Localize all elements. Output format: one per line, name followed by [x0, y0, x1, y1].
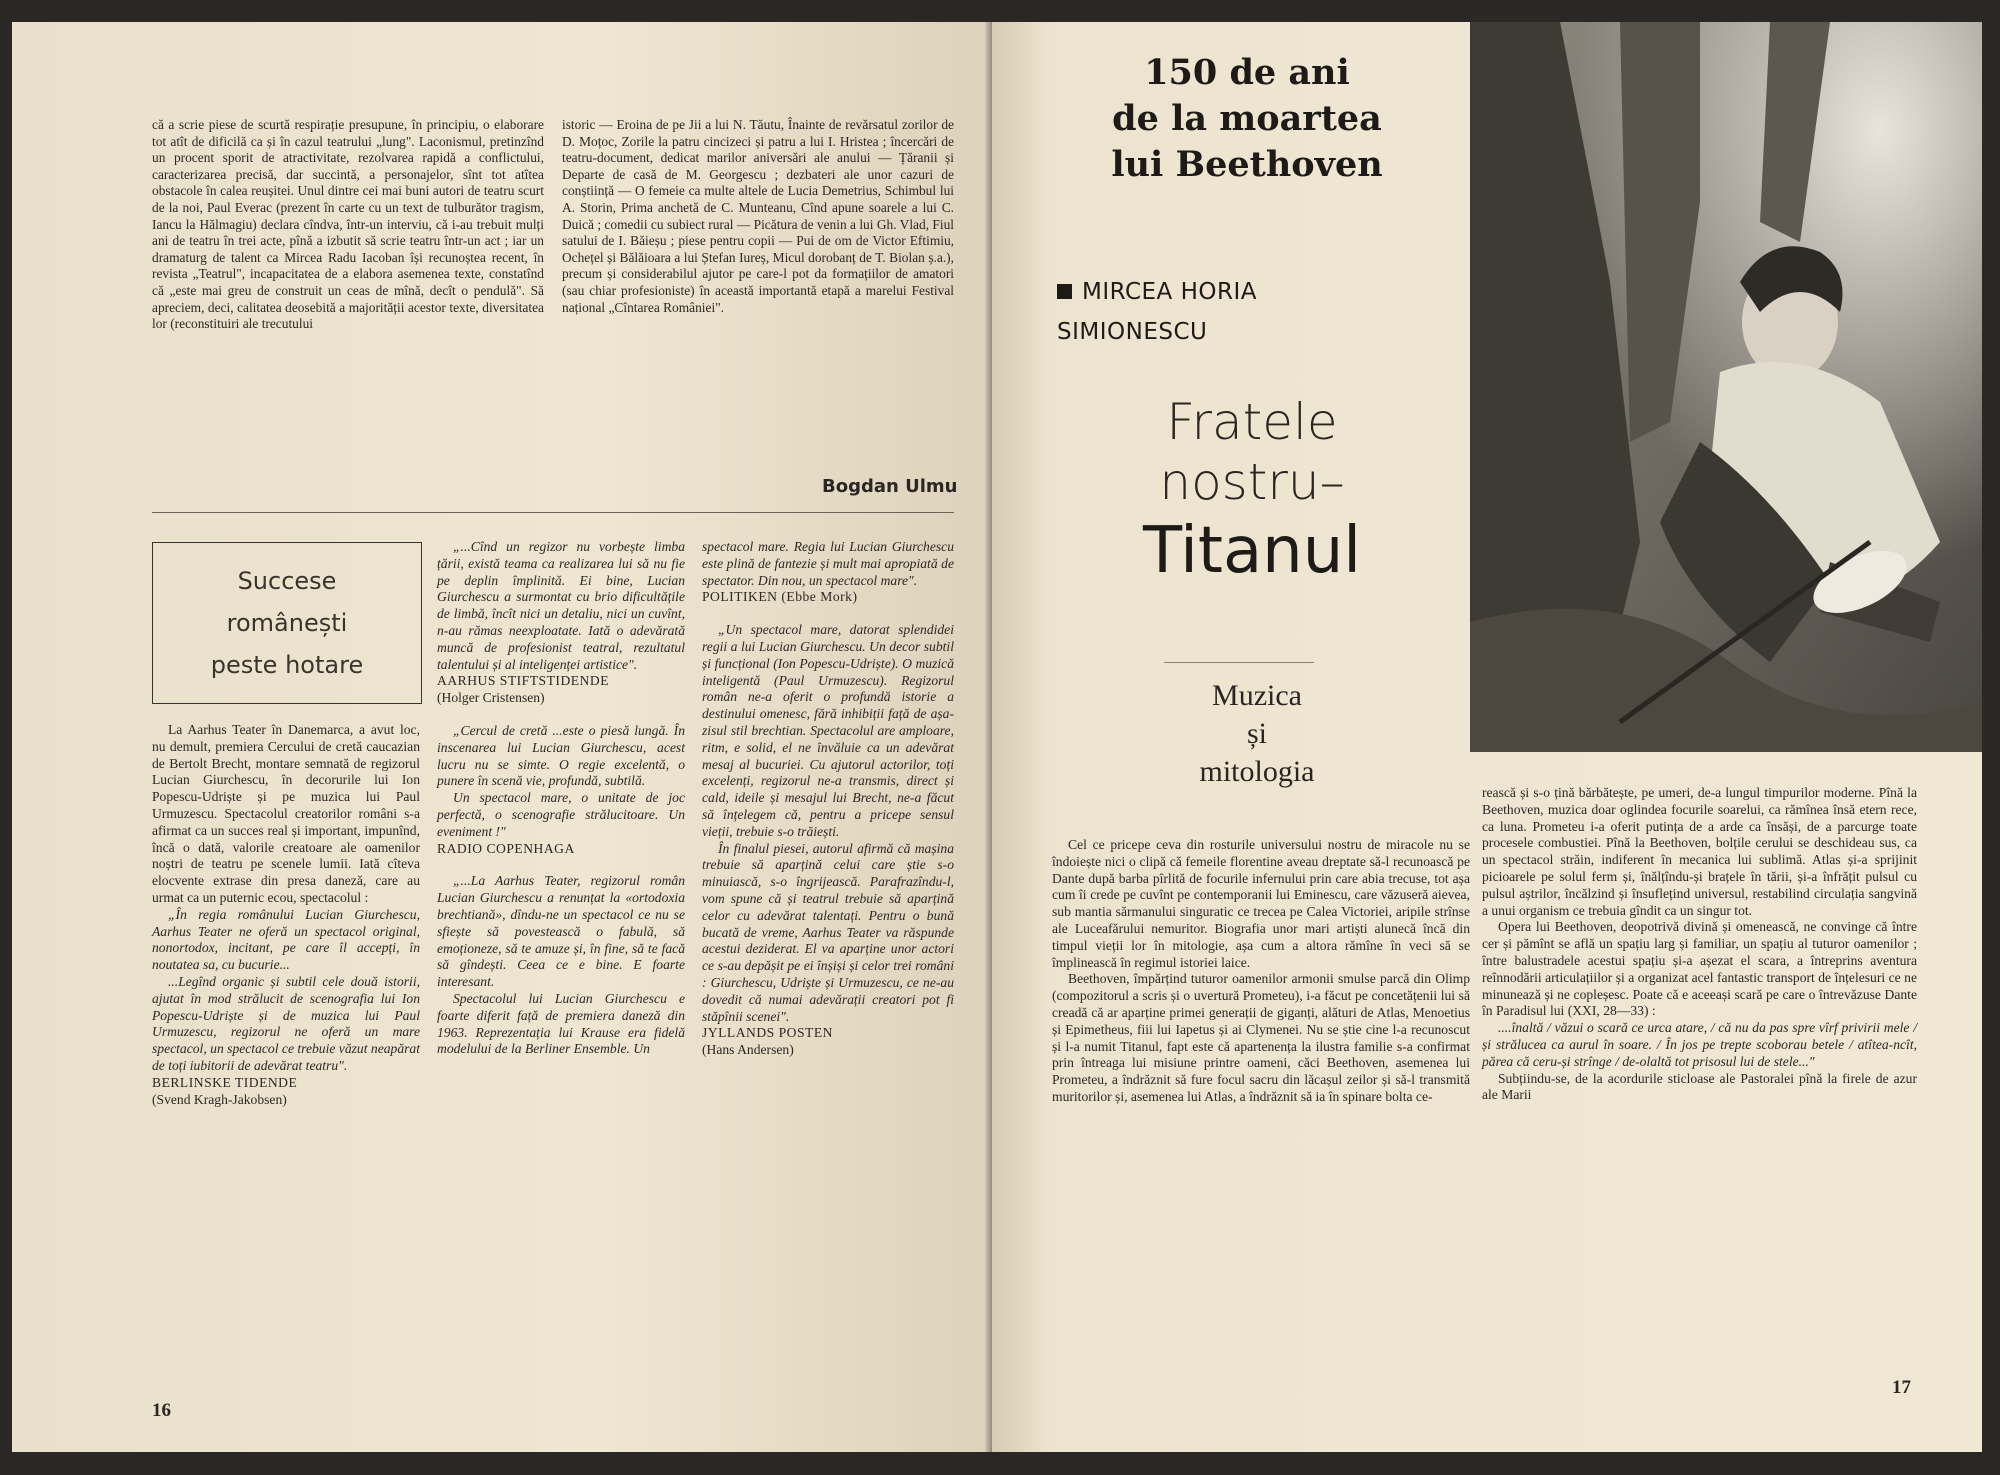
- page-number: 17: [1892, 1377, 1911, 1398]
- article-text: Opera lui Beethoven, deopotrivă divină și omenească, ne convinge că între cer și pămînt se află un spațiu larg și familiar, un spațiu al tuturor oamenilor ; între balustradele acestui spațiu și-a așezat el scara, a întreprins aventura reînnodării articulațiilor și a organizat acel fantastic transport de înțelesuri ce ne minunează și ne copleșesc. Poate că e aceeași scară pe care o întrevăzuse Dante în Paradisul lui (XXI, 28—33) :: [1482, 919, 1917, 1019]
- right-column-1: [1052, 837, 1470, 1106]
- title-line: Titanul: [1142, 514, 1362, 588]
- press-quote: „Cercul de cretă ...este o piesă lungă. În inscenarea lui Lucian Giurchescu, acest lucru nu se simte. O regie excelentă, o punere în scenă vie, profundă, subtilă.: [437, 722, 685, 789]
- left-bottom-column-1: [152, 722, 420, 1108]
- press-quote: Spectacolul lui Lucian Giurchescu e foarte diferit față de premiera daneză din 1963. Reprezentația lui Krause era fidelă modelului de la Berliner Ensemble. Un: [437, 990, 685, 1057]
- author-line: SIMIONESCU: [1057, 319, 1208, 345]
- press-quote: Un spectacol mare, o unitate de joc perfectă, o scenografie strălucitoare. Un eveniment !": [437, 790, 685, 839]
- left-top-column-2: [562, 117, 954, 316]
- press-quote: „...La Aarhus Teater, regizorul român Lucian Giurchescu a renunțat la «ortodoxia brechtiană», dîndu-ne un spectacol ce nu se sfiește să povestească o fabulă, să emoționeze, să te amuze și, în fine, să te facă să gîndești. Ceea ce e bine. E foarte interesant.: [437, 873, 685, 990]
- left-bottom-column-2: [437, 539, 685, 1058]
- author-line: MIRCEA HORIA: [1057, 272, 1417, 312]
- article-text: istoric — Eroina de pe Jii a lui N. Tăutu, Înainte de revărsatul zorilor de D. Moțoc, Zorile la patru cincizeci și patru a lui I. Hristea ; încercări de teatru-document, dedicat marilor aniversări ale anului — Țăranii și Departe de casă de M. Georgescu ; dezbateri ale unor cazuri de conștiință — O femeie ca multe altele de Lucia Demetrius, Schimbul lui A. Storin, Prima anchetă de C. Munteanu, Cînd apune soarele a lui C. Duică ; comedii cu subiect rural — Picătura de venin a lui Gh. Vlad, Fiul satului de I. Băieșu ; piese pentru copii — Pui de om de Victor Eftimiu, Ochețel și Bălăioara a lui Ștefan Iureș, Micul dorobanț de T. Biolan ș.a.), precum și considerabilul ajutor pe care-l pot da formațiilor de amatori (sau chiar profesioniste) în această importantă etapă a marelui Festival național „Cîntarea României".: [562, 117, 954, 315]
- press-quote: „Un spectacol mare, datorat splendidei regii a lui Lucian Giurchescu. Un decor subtil și funcțional (Ion Popescu-Udriște). O muzică inteligentă (Paul Urmuzescu). Regizorul român ne-a oferit o profundă istorie a destinului omenesc, fără inhibiții față de așa-zisul stil brechtian. Spectacolul are amploare, ritm, e solid, el ne învăluie ca un adevărat mesaj al bucuriei. Cu ajutorul actorilor, toți excelenți, regizorul ne-a transmis, direct și cald, ideile și mesajul lui Brecht, ne-a făcut să înțelegem că, pentru a pricepe sensul vieții, trebuie s-o trăiești.: [702, 622, 954, 839]
- press-quote: „În regia românului Lucian Giurchescu, Aarhus Teater ne oferă un spectacol original, nonortodox, incitant, pe care îl accepți, în noutatea sa, cu bucurie...: [152, 906, 420, 973]
- left-top-column-1: [152, 117, 544, 333]
- press-quote: În finalul piesei, autorul afirmă că mașina trebuie să aparțină celui care știe s-o minuiască, s-o îngrijească. Parafrazîndu-l, vom spune că și teatrul trebuie să aparțină celor cu adevărat talentați. Pentru o bună bucată de vreme, Aarhus Teater va răspunde acestui deziderat. El va aparține unor actori ce s-au depășit pe ei înșiși și celor trei români : Giurchescu, Udriște și Urmuzescu, ce ne-au dovedit că numai adevărații creatori pot fi stăpînii scenei".: [702, 840, 954, 1024]
- article-text: Cel ce pricepe ceva din rosturile universului nostru de miracole nu se îndoiește nici o clipă că femeile florentine aveau dreptate să-l recunoască pe Dante după barba pîrlită de focurile infernului prin care abia trecuse, tot așa cum îi crede pe cuvînt pe contemporanii lui Eminescu, care văzuseră aievea, sub mantia sărmanului singuratic ce trecea pe Calea Victoriei, aripile strînse ale Luceafărului nemuritor. Biografia unor mari artiști alunecă încă din timpul vieții lor în mitologie, așa cum a altora rămîne în veci să se împlinească în regimul istoriei laice.: [1052, 837, 1470, 970]
- article-headline: [1032, 50, 1462, 188]
- press-quote: ...Legînd organic și subtil cele două istorii, ajutat în mod strălucit de scenografia lui Ion Popescu-Udriște și de muzica lui Paul Urmuzescu, regizorul ne oferă un mare spectacol, un spectacol ce trebuie văzut neapărat de toți iubitorii de adevărat teatru".: [152, 973, 420, 1073]
- subtitle-line: Muzica: [1212, 679, 1302, 712]
- press-source: RADIO COPENHAGA: [437, 840, 575, 856]
- beethoven-portrait-icon: [1470, 22, 1982, 752]
- section-title-line: Succese: [237, 567, 337, 595]
- press-credit: (Hans Andersen): [702, 1042, 794, 1058]
- article-author: [1057, 272, 1417, 352]
- article-subtitle: [1072, 677, 1442, 791]
- title-line: Fratele: [1166, 393, 1338, 451]
- article-text: Beethoven, împărțind tuturor oamenilor armonii smulse parcă din Olimp (compozitorul a scris și o uvertură Prometeu), i-a făcut pe concetățenii lui să creadă că ar aparține primei generații de giganți, alături de Atlas, Menoetius și Epimetheus, fiii lui Iapetus și ai Clymenei. Nu se știe cine l-a recunoscut și l-a numit Titanul, fapt este că apartenența la ilustra familie s-a confirmat prin întreaga lui misiune printre oameni, căci Beethoven, asemenea lui Prometeu, a îndrăznit să fure focul sacru din lăcașul zeilor și să-l transmită muritorilor și, asemenea lui Atlas, a îndrăznit să ia în spinare bolta ce-: [1052, 971, 1470, 1104]
- subtitle-line: și: [1246, 717, 1267, 750]
- press-source: JYLLANDS POSTEN: [702, 1025, 833, 1041]
- article-text: rească și s-o țină bărbătește, pe umeri, de-a lungul timpurilor moderne. Pînă la Beethoven, muzica doar oglindea focurile soarelui, ca rămînea însă etern rece, ca luna. Prometeu i-a oferit putința de a arde ca însăși, de a parcurge toate procesele combustiei. Pînă la Beethoven, bolțile cerului se deschideau sus, ca un spectacol străin, indiferent în mecanica lui sublimă. Atlas și-a sprijinit picioarele pe solul ferm și, înălțîndu-și brațele în tării, și-a înfrățit pulsul cu pulsul aștrilor, încălzind și însuflețind universul, restabilind circulația sangvină a unui organism ce trebuia gîndit ca un singur tot.: [1482, 785, 1917, 918]
- left-bottom-column-3: [702, 539, 954, 1059]
- article-signature: Bogdan Ulmu: [822, 476, 958, 497]
- headline-line: lui Beethoven: [1111, 144, 1383, 185]
- press-credit: (Holger Cristensen): [437, 690, 545, 706]
- press-quote: „...Cînd un regizor nu vorbește limba țării, există teama ca realizarea lui să nu fie pe deplin împlinită. Ei bine, Lucian Giurchescu a surmontat cu brio dificultățile de limbă, încît nici un detaliu, nici un cuvînt, n-au rămas neexploatate. Iată o adevărată muncă de profesionist teatral, rezultatul talentului și al inteligenței artistice".: [437, 539, 685, 672]
- article-text: La Aarhus Teater în Danemarca, a avut loc, nu demult, premiera Cercului de cretă caucazian de Bertolt Brecht, montare semnată de regizorul Lucian Giurchescu, în decorurile lui Ion Popescu-Udriște și pe muzica lui Paul Urmuzescu. Spectacolul creatorilor români s-a afirmat ca un succes real și important, impunînd, încă o dată, valorile creatoare ale oamenilor noștri de teatru pe scenele lumii. Iată cîteva elocvente extrase din presa daneză, care au urmat ca un puternic ecou, spectacolul :: [152, 722, 420, 905]
- press-credit: (Svend Kragh-Jakobsen): [152, 1091, 287, 1107]
- headline-line: de la moartea: [1112, 98, 1382, 139]
- subtitle-line: mitologia: [1199, 755, 1315, 788]
- section-title-line: românești: [226, 609, 348, 637]
- headline-line: 150 de ani: [1144, 52, 1350, 93]
- press-quote: spectacol mare. Regia lui Lucian Giurchescu este plină de fantezie și mult mai apropiată de spectator. Din nou, un spectacol mare".: [702, 539, 954, 588]
- beethoven-photo: [1470, 22, 1982, 752]
- press-source: AARHUS STIFTSTIDENDE: [437, 673, 609, 689]
- title-divider: [1164, 662, 1314, 663]
- section-title-box: [152, 542, 422, 704]
- section-title-line: peste hotare: [210, 651, 364, 679]
- press-source: BERLINSKE TIDENDE: [152, 1074, 298, 1090]
- press-source: POLITIKEN (Ebbe Mork): [702, 589, 858, 605]
- title-line: nostru–: [1159, 453, 1345, 511]
- left-page: [12, 22, 992, 1452]
- bullet-square-icon: [1057, 284, 1072, 299]
- dante-quote: ....înaltă / văzui o scară ce urca atare, / că nu da pas spre vîrf privirii mele / și strălucea ca aurul în soare. / În jos pe trepte scoborau betele / atîtea-ncît, părea că ceru-și strînge / de-olaltă tot prisosul lui de stele...": [1482, 1020, 1917, 1069]
- right-page: [992, 22, 1982, 1452]
- section-divider: [152, 512, 954, 513]
- article-text: Subțiindu-se, de la acordurile sticloase ale Pastoralei pînă la firele de azur ale Marii: [1482, 1070, 1917, 1103]
- article-text: că a scrie piese de scurtă respirație presupune, în principiu, o elaborare tot atît de dificilă ca și în cazul teatrului „lung". Laconismul, pretinzînd un procent sporit de atractivitate, rezolvarea rapidă a conflictului, caracterizarea precisă, dar succintă, a personajelor, sînt tot atîtea obstacole în calea reușitei. Unul dintre cei mai buni autori de teatru scurt de la noi, Paul Everac (prezent în carte cu un text de tulburător tragism, Iancu la Hălmagiu) declara cîndva, într-un interviu, că i-au trebuit mulți ani de teatru în trei acte, pînă a izbutit să scrie teatru într-un act ; iar un dramaturg de talent ca Mircea Radu Iacoban își recunoștea recent, în revista „Teatrul", incapacitatea de a elabora asemenea texte, constatînd că „este mai greu de construit un ceas de mînă, decît o pendulă". Să apreciem, deci, calitatea deosebită a majorității acestor texte, diversitatea lor (reconstituiri ale trecutului: [152, 117, 544, 332]
- page-number: 16: [152, 1400, 171, 1421]
- article-title: [1052, 392, 1452, 590]
- right-column-2: [1482, 785, 1917, 1104]
